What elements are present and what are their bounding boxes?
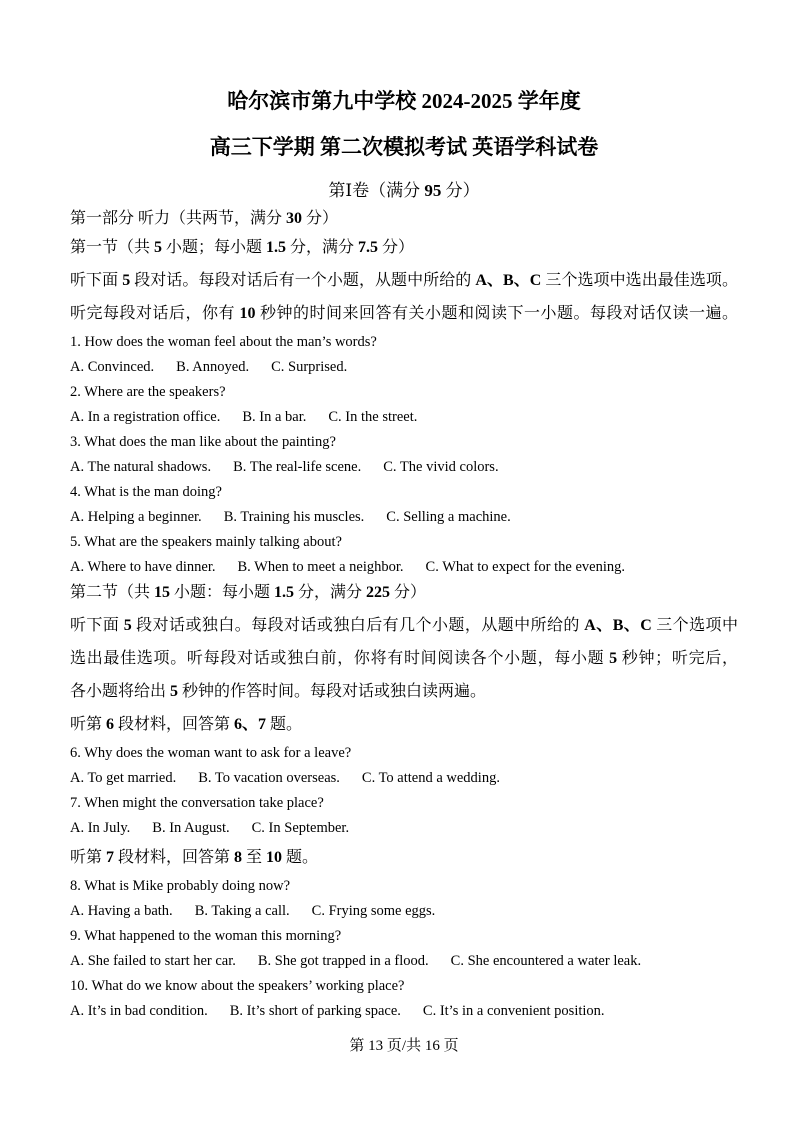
question-4-choice-B: B. Training his muscles. bbox=[223, 509, 365, 525]
material-7-note-seg-6: 题。 bbox=[282, 849, 319, 866]
question-4-choice-C: C. Selling a machine. bbox=[386, 509, 511, 525]
question-3-choice-C: C. The vivid colors. bbox=[383, 459, 499, 475]
section2-heading-seg-6: 分） bbox=[390, 584, 427, 601]
question-2-choice-B: B. In a bar. bbox=[242, 409, 307, 425]
part1-heading bbox=[70, 206, 738, 232]
question-1-choice-B: B. Annoyed. bbox=[176, 359, 250, 375]
question-10-seg-0: 10. What do we know about the speakers’ working place? bbox=[70, 978, 405, 994]
section2-heading-seg-4: 分，满分 bbox=[294, 584, 367, 601]
question-8-choice-C: C. Frying some eggs. bbox=[311, 903, 436, 919]
question-8-choice-A: A. Having a bath. bbox=[70, 903, 173, 919]
question-3-options bbox=[70, 455, 738, 480]
material-7-note-seg-2: 段材料，回答第 bbox=[114, 849, 235, 866]
question-3 bbox=[70, 430, 738, 455]
section1-instructions-line1-seg-3: A、B、C bbox=[475, 272, 542, 289]
question-2-choice-C: C. In the street. bbox=[328, 409, 418, 425]
material-7-note-seg-4: 至 bbox=[242, 849, 267, 866]
section2-instructions-line3-seg-2: 秒钟的作答时间。每段对话或独白读两遍。 bbox=[178, 683, 487, 700]
question-7-choice-C: C. In September. bbox=[251, 820, 350, 836]
question-10-options bbox=[70, 999, 738, 1024]
question-10-choice-B: B. It’s short of parking space. bbox=[229, 1003, 401, 1019]
part1-heading-seg-0: 第一部分 听力（共两节，满分 bbox=[70, 210, 287, 227]
section2-instructions-line3-seg-0: 各小题将给出 bbox=[70, 683, 171, 700]
material-6-note-seg-1: 6 bbox=[106, 716, 115, 733]
section2-heading bbox=[70, 580, 738, 606]
section2-instructions-line1 bbox=[70, 609, 738, 642]
material-6-note-seg-0: 听第 bbox=[70, 716, 107, 733]
question-9 bbox=[70, 924, 738, 949]
material-6-note-seg-2: 段材料，回答第 bbox=[114, 716, 235, 733]
question-4-options bbox=[70, 505, 738, 530]
section2-instructions-line1-seg-3: A、B、C bbox=[584, 617, 652, 634]
section1-instructions-line2 bbox=[70, 297, 738, 330]
question-5-choice-B: B. When to meet a neighbor. bbox=[237, 559, 404, 575]
part1-heading-seg-1: 30 bbox=[286, 210, 303, 227]
question-9-options bbox=[70, 949, 738, 974]
question-5 bbox=[70, 530, 738, 555]
question-1-choice-A: A. Convinced. bbox=[70, 359, 155, 375]
question-3-choice-A: A. The natural shadows. bbox=[70, 459, 212, 475]
section2-instructions-line1-seg-2: 段对话或独白。每段对话或独白后有几个小题，从题中所给的 bbox=[131, 617, 585, 634]
question-9-seg-0: 9. What happened to the woman this morning? bbox=[70, 928, 342, 944]
section1-heading-seg-0: 第一节（共 bbox=[70, 239, 155, 256]
section1-instructions-line1-seg-2: 段对话。每段对话后有一个小题，从题中所给的 bbox=[130, 272, 476, 289]
material-7-note-seg-0: 听第 bbox=[70, 849, 107, 866]
section1-instructions-line2-seg-2: 秒钟的时间来回答有关小题和阅读下一小题。每段对话仅读一遍。 bbox=[255, 305, 738, 322]
section1-heading-seg-3: 1.5 bbox=[266, 239, 287, 256]
question-7-choice-A: A. In July. bbox=[70, 820, 131, 836]
question-8-options bbox=[70, 899, 738, 924]
section2-instructions-line1-seg-4: 三个选项中 bbox=[651, 617, 738, 634]
section1-instructions-line1-seg-4: 三个选项中选出最佳选项。 bbox=[541, 272, 738, 289]
section2-instructions-line1-seg-0: 听下面 bbox=[70, 617, 124, 634]
question-8-seg-0: 8. What is Mike probably doing now? bbox=[70, 878, 291, 894]
material-6-note-seg-4: 题。 bbox=[266, 716, 303, 733]
question-7 bbox=[70, 791, 738, 816]
section2-instructions-line2 bbox=[70, 642, 738, 675]
question-10-choice-C: C. It’s in a convenient position. bbox=[422, 1003, 605, 1019]
question-5-seg-0: 5. What are the speakers mainly talking about? bbox=[70, 534, 342, 550]
question-9-choice-C: C. She encountered a water leak. bbox=[450, 953, 642, 969]
section2-instructions-line3-seg-1: 5 bbox=[170, 683, 179, 700]
exam-title-line1-seg-0: 哈尔滨市第九中学校 2024-2025 学年度 bbox=[227, 89, 581, 113]
question-4-choice-A: A. Helping a beginner. bbox=[70, 509, 202, 525]
paper-heading-seg-2: 分） bbox=[441, 181, 480, 200]
page-footer bbox=[70, 1034, 738, 1059]
question-2-options bbox=[70, 405, 738, 430]
question-6-choice-A: A. To get married. bbox=[70, 770, 177, 786]
section2-heading-seg-5: 225 bbox=[366, 584, 391, 601]
question-3-choice-B: B. The real-life scene. bbox=[233, 459, 362, 475]
section1-heading-seg-4: 分，满分 bbox=[286, 239, 359, 256]
material-6-note-seg-3: 6、7 bbox=[234, 716, 267, 733]
question-5-choice-C: C. What to expect for the evening. bbox=[425, 559, 625, 575]
question-7-seg-0: 7. When might the conversation take place? bbox=[70, 795, 324, 811]
section2-instructions-line3 bbox=[70, 675, 738, 708]
section2-instructions-line2-seg-1: 5 bbox=[609, 650, 618, 667]
question-2 bbox=[70, 380, 738, 405]
section2-heading-seg-2: 小题：每小题 bbox=[170, 584, 275, 601]
question-6-options bbox=[70, 766, 738, 791]
section1-heading bbox=[70, 235, 738, 261]
section1-heading-seg-6: 分） bbox=[378, 239, 415, 256]
paper-heading-seg-1: 95 bbox=[424, 181, 442, 200]
material-7-note-seg-3: 8 bbox=[234, 849, 243, 866]
section2-heading-seg-3: 1.5 bbox=[274, 584, 295, 601]
section2-heading-seg-1: 15 bbox=[154, 584, 171, 601]
question-6-seg-0: 6. Why does the woman want to ask for a leave? bbox=[70, 745, 352, 761]
question-1-choice-C: C. Surprised. bbox=[271, 359, 348, 375]
exam-title-line1 bbox=[70, 86, 738, 116]
question-10 bbox=[70, 974, 738, 999]
section2-instructions-line1-seg-1: 5 bbox=[123, 617, 132, 634]
exam-title-line2 bbox=[70, 132, 738, 162]
question-4-seg-0: 4. What is the man doing? bbox=[70, 484, 222, 500]
section1-instructions-line2-seg-1: 10 bbox=[239, 305, 256, 322]
question-7-choice-B: B. In August. bbox=[152, 820, 230, 836]
exam-title-line2-seg-0: 高三下学期 第二次模拟考试 英语学科试卷 bbox=[209, 135, 599, 159]
question-8-choice-B: B. Taking a call. bbox=[194, 903, 290, 919]
question-9-choice-A: A. She failed to start her car. bbox=[70, 953, 236, 969]
section1-heading-seg-1: 5 bbox=[154, 239, 163, 256]
section1-instructions-line1 bbox=[70, 264, 738, 297]
question-10-choice-A: A. It’s in bad condition. bbox=[70, 1003, 208, 1019]
paper-heading-seg-0: 第Ⅰ卷（满分 bbox=[328, 181, 425, 200]
section2-heading-seg-0: 第二节（共 bbox=[70, 584, 155, 601]
question-9-choice-B: B. She got trapped in a flood. bbox=[257, 953, 429, 969]
section1-instructions-line1-seg-1: 5 bbox=[122, 272, 131, 289]
question-5-options bbox=[70, 555, 738, 580]
question-6 bbox=[70, 741, 738, 766]
material-7-note-seg-5: 10 bbox=[266, 849, 283, 866]
material-7-note-seg-1: 7 bbox=[106, 849, 115, 866]
section1-heading-seg-5: 7.5 bbox=[358, 239, 379, 256]
question-6-choice-C: C. To attend a wedding. bbox=[361, 770, 500, 786]
question-5-choice-A: A. Where to have dinner. bbox=[70, 559, 216, 575]
question-4 bbox=[70, 480, 738, 505]
section2-instructions-line2-seg-0: 选出最佳选项。听每段对话或独白前，你将有时间阅读各个小题，每小题 bbox=[70, 650, 610, 667]
question-6-choice-B: B. To vacation overseas. bbox=[198, 770, 340, 786]
section1-instructions-line1-seg-0: 听下面 bbox=[70, 272, 123, 289]
page-footer-seg-0: 第 13 页/共 16 页 bbox=[349, 1038, 459, 1054]
question-3-seg-0: 3. What does the man like about the painting? bbox=[70, 434, 336, 450]
question-8 bbox=[70, 874, 738, 899]
material-6-note bbox=[70, 712, 738, 737]
question-1-options bbox=[70, 355, 738, 380]
section1-instructions-line2-seg-0: 听完每段对话后，你有 bbox=[70, 305, 240, 322]
part1-heading-seg-2: 分） bbox=[302, 210, 339, 227]
question-7-options bbox=[70, 816, 738, 841]
question-1 bbox=[70, 330, 738, 355]
material-7-note bbox=[70, 845, 738, 870]
paper-heading bbox=[70, 178, 738, 204]
section1-heading-seg-2: 小题；每小题 bbox=[162, 239, 267, 256]
section2-instructions-line2-seg-2: 秒钟；听完后， bbox=[617, 650, 738, 667]
question-2-seg-0: 2. Where are the speakers? bbox=[70, 384, 226, 400]
question-2-choice-A: A. In a registration office. bbox=[70, 409, 221, 425]
question-1-seg-0: 1. How does the woman feel about the man’s words? bbox=[70, 334, 377, 350]
